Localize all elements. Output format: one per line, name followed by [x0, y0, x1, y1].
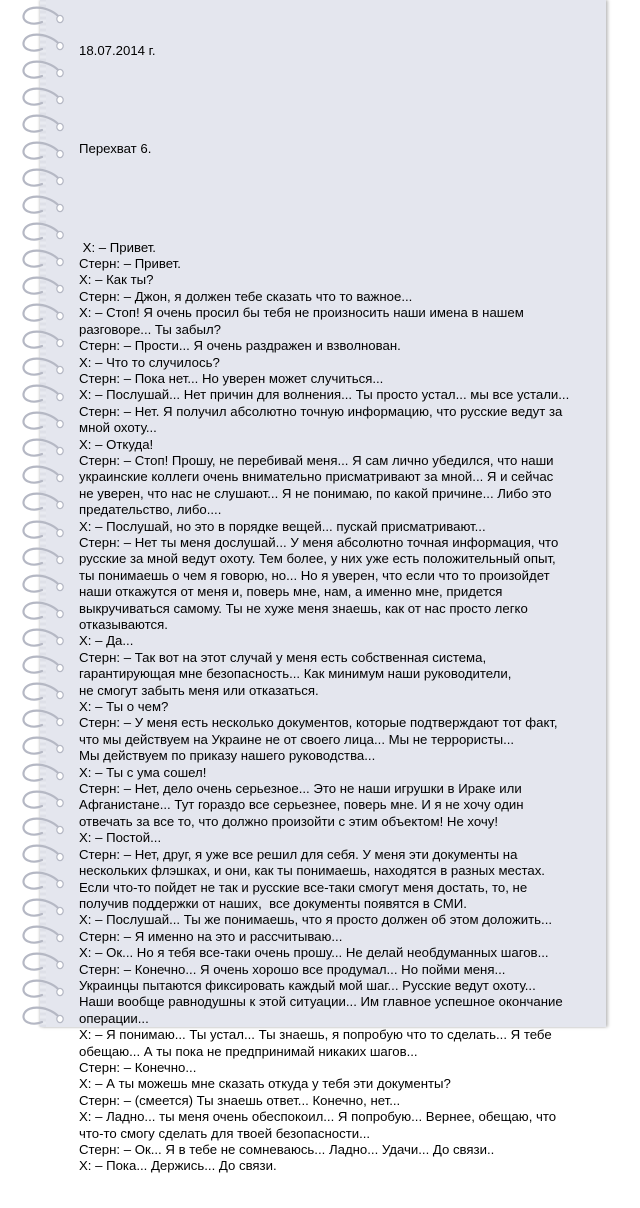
- transcript-line: отвечать за все то, что должно произойти с этим объектом! Не хочу!: [79, 813, 499, 829]
- binding-ring-icon: [20, 921, 68, 949]
- transcript-line: не смогут забыть меня или отказаться.: [79, 682, 319, 698]
- binding-ring-icon: [20, 1002, 68, 1030]
- transcript-line: русские за мной ведут охоту. Тем более, у них уже есть положительный опыт,: [79, 551, 556, 567]
- transcript-line: выкручиваться самому. Ты не хуже меня знаешь, как от нас просто легко: [79, 600, 528, 616]
- transcript-line: предательство, либо....: [79, 502, 222, 518]
- binding-ring-icon: [20, 461, 68, 489]
- binding-ring-icon: [20, 678, 68, 706]
- transcript-line: Стерн: – Прости... Я очень раздражен и взволнован.: [79, 338, 401, 354]
- binding-ring-icon: [20, 56, 68, 84]
- binding-ring-icon: [20, 786, 68, 814]
- transcript-line: Х: – Ок... Но я тебя все-таки очень прошу... Не делай необдуманных шагов...: [79, 945, 549, 961]
- binding-ring-icon: [20, 867, 68, 895]
- spacer: [79, 92, 594, 108]
- transcript-line: Стерн: – Нет ты меня дослушай... У меня абсолютно точная информация, что: [79, 534, 559, 550]
- transcript-line: ты понимаешь о чем я говорю, но... Но я уверен, что если что то произойдет: [79, 567, 550, 583]
- transcript-line: Х: – Стоп! Я очень просил бы тебя не произносить наши имена в нашем: [79, 305, 524, 321]
- binding-ring-icon: [20, 353, 68, 381]
- transcript-line: получив поддержки от наших, все документы появятся в СМИ.: [79, 895, 467, 911]
- transcript-line: нескольких флэшках, и они, как ты понимаешь, находятся в разных местах.: [79, 863, 545, 879]
- transcript-line: Х: – Ладно... ты меня очень обеспокоил... Я попробую... Вернее, обещаю, что: [79, 1109, 557, 1125]
- transcript-line: Стерн: – Конечно...: [79, 1059, 197, 1075]
- transcript-line: операции...: [79, 1010, 149, 1026]
- transcript-line: Х: – Привет.: [79, 239, 156, 255]
- transcript-line: Х: – А ты можешь мне сказать откуда у тебя эти документы?: [79, 1076, 451, 1092]
- transcript-line: Стерн: – У меня есть несколько документов, которые подтверждают тот факт,: [79, 715, 558, 731]
- binding-ring-icon: [20, 624, 68, 652]
- transcript-line: Х: – Пока... Держись... До связи.: [79, 1158, 277, 1174]
- document-text: [79, 10, 594, 1208]
- spiral-binding: [20, 0, 70, 1027]
- binding-ring-icon: [20, 380, 68, 408]
- transcript-line: отказываются.: [79, 617, 168, 632]
- binding-ring-icon: [20, 326, 68, 354]
- binding-ring-icon: [20, 137, 68, 165]
- transcript-line: Если что-то пойдет не так и русские все-таки смогут меня достать, то, не: [79, 879, 528, 895]
- transcript-line: Стерн: – Пока нет... Но уверен может случиться...: [79, 370, 384, 386]
- binding-ring-icon: [20, 975, 68, 1003]
- transcript-line: что мы действуем на Украине не от своего лица... Мы не террористы...: [79, 731, 515, 747]
- transcript-line: Стерн: – Привет.: [79, 256, 181, 272]
- document-heading: Перехват 6.: [79, 141, 152, 157]
- transcript-line: Стерн: – Конечно... Я очень хорошо все продумал... Но пойми меня...: [79, 961, 506, 977]
- transcript-line: Стерн: – Нет. Я получил абсолютно точную информацию, что русские ведут за: [79, 403, 563, 419]
- binding-ring-icon: [20, 813, 68, 841]
- binding-ring-icon: [20, 840, 68, 868]
- binding-ring-icon: [20, 83, 68, 111]
- binding-ring-icon: [20, 543, 68, 571]
- transcript-line: Х: – Да...: [79, 633, 134, 649]
- binding-ring-icon: [20, 191, 68, 219]
- transcript-line: обещаю... А ты пока не предпринимай никаких шагов...: [79, 1043, 418, 1059]
- transcript-line: не уверен, что нас не слушают... Я не понимаю, по какой причине... Либо это: [79, 485, 552, 501]
- transcript-line: Украинцы пытаются фиксировать каждый мой шаг... Русские ведут охоту...: [79, 977, 536, 993]
- binding-ring-icon: [20, 218, 68, 246]
- binding-ring-icon: [20, 245, 68, 273]
- binding-ring-icon: [20, 732, 68, 760]
- transcript-line: Х: – Послушай, но это в порядке вещей... пускай присматривают...: [79, 518, 486, 534]
- binding-ring-icon: [20, 164, 68, 192]
- transcript-line: Мы действуем по приказу нашего руководства...: [79, 748, 376, 764]
- binding-ring-icon: [20, 434, 68, 462]
- transcript-line: что-то смогу сделать для твоей безопасности...: [79, 1125, 371, 1141]
- binding-ring-icon: [20, 570, 68, 598]
- binding-ring-icon: [20, 705, 68, 733]
- transcript-line: Стерн: – Я именно на это и рассчитываю...: [79, 928, 343, 944]
- transcript-line: Х: – Постой...: [79, 830, 162, 846]
- document-date: 18.07.2014 г.: [79, 42, 156, 58]
- binding-ring-icon: [20, 299, 68, 327]
- binding-ring-icon: [20, 29, 68, 57]
- binding-ring-icon: [20, 759, 68, 787]
- binding-ring-icon: [20, 516, 68, 544]
- transcript-line: мной охоту...: [79, 420, 157, 436]
- transcript-line: Х: – Послушай... Нет причин для волнения... Ты просто устал... мы все устали...: [79, 387, 570, 403]
- binding-ring-icon: [20, 597, 68, 625]
- binding-ring-icon: [20, 2, 68, 30]
- binding-ring-icon: [20, 272, 68, 300]
- transcript-line: Стерн: – Нет, дело очень серьезное... Это не наши игрушки в Ираке или: [79, 781, 522, 797]
- binding-ring-icon: [20, 407, 68, 435]
- transcript-line: Х: – Что то случилось?: [79, 354, 220, 370]
- transcript-line: Стерн: – Так вот на этот случай у меня есть собственная система,: [79, 649, 487, 665]
- binding-ring-icon: [20, 110, 68, 138]
- transcript-line: Х: – Послушай... Ты же понимаешь, что я просто должен об этом доложить...: [79, 912, 553, 928]
- binding-ring-icon: [20, 488, 68, 516]
- transcript-line: Афганистане... Тут гораздо все серьезнее, поверь мне. И я не хочу один: [79, 797, 524, 813]
- transcript-line: украинские коллеги очень внимательно присматривают за мной... Я и сейчас: [79, 469, 554, 485]
- transcript-line: Стерн: – Стоп! Прошу, не перебивай меня... Я сам лично убедился, что наши: [79, 452, 554, 468]
- transcript-line: Наши вообще равнодушны к этой ситуации... Им главное успешное окончание: [79, 994, 563, 1010]
- transcript-line: Стерн: – Нет, друг, я уже все решил для себя. У меня эти документы на: [79, 846, 518, 862]
- binding-ring-icon: [20, 651, 68, 679]
- transcript-line: Стерн: – (смеется) Ты знаешь ответ... Конечно, нет...: [79, 1092, 401, 1108]
- transcript-line: Стерн: – Ок... Я в тебе не сомневаюсь... Ладно... Удачи... До связи..: [79, 1142, 495, 1157]
- transcript-line: разговоре... Ты забыл?: [79, 321, 221, 337]
- transcript-line: Стерн: – Джон, я должен тебе сказать что то важное...: [79, 288, 413, 304]
- transcript-line: Х: – Ты о чем?: [79, 699, 169, 715]
- transcript-line: наши откажутся от меня и, поверь мне, нам, а именно мне, придется: [79, 584, 503, 600]
- transcript-line: Х: – Откуда!: [79, 436, 154, 452]
- spacer: [79, 190, 594, 206]
- transcript-line: Х: – Ты с ума сошел!: [79, 764, 207, 780]
- transcript-line: гарантирующая мне безопасность... Как минимум наши руководители,: [79, 666, 512, 682]
- binding-ring-icon: [20, 948, 68, 976]
- transcript-line: Х: – Как ты?: [79, 272, 154, 288]
- transcript: [79, 240, 594, 1175]
- binding-ring-icon: [20, 894, 68, 922]
- transcript-line: Х: – Я понимаю... Ты устал... Ты знаешь, я попробую что то сделать... Я тебе: [79, 1027, 552, 1043]
